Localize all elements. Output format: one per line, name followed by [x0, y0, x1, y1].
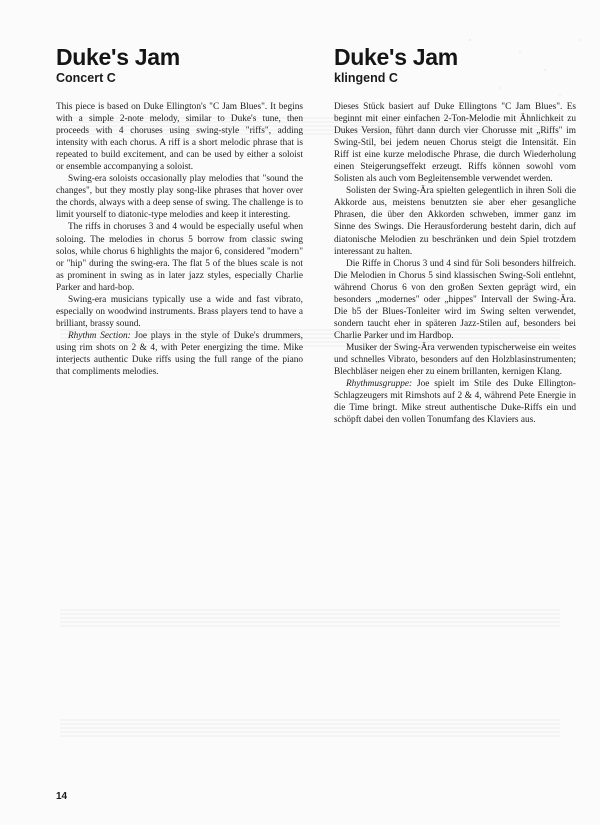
- right-subtitle: klingend C: [334, 71, 398, 85]
- left-column-english: [56, 44, 303, 378]
- paragraph-text: Joe spielt im Stile des Duke Ellington-Schlagzeugers mit Rimshots auf 2 & 4, während Pete Energie in die Time bringt. Mike streut authentische Duke-Riffs ein und schöpft dabei den vollen Tonumfang des Klaviers aus.: [334, 379, 576, 426]
- paragraph-text: Joe plays in the style of Duke's drummers, using rim shots on 2 & 4, with Peter energizing the time. Mike interjects authentic Duke riffs using the full range of the piano that compliments melodies.: [56, 330, 303, 378]
- left-paragraph-3: [56, 221, 303, 293]
- paragraph-text: Musiker der Swing-Ära verwenden typischerweise ein weites und schnelles Vibrato, besonders auf den Holzblasinstrumenten; Blechbläser neigen eher zu einem brillanten, kernigen Klang.: [334, 342, 576, 378]
- right-paragraph-3: [334, 258, 576, 342]
- left-paragraph-5: [56, 330, 303, 378]
- left-paragraph-4: [56, 294, 303, 330]
- left-subtitle: Concert C: [56, 71, 116, 85]
- paragraph-text: Solisten der Swing-Ära spielten gelegentlich in ihren Soli die Akkorde aus, meistens benutzten sie aber eher gesangliche Phrasen, die über den Akkorden schweben, immer ganz im Sinne des Swings. Die Herausforderung besteht darin, dich auf diatonische Melodien zu beschränken und dein Spiel trotzdem interessant zu halten.: [334, 186, 576, 257]
- right-column-german: [334, 44, 576, 426]
- left-paragraph-1: [56, 101, 303, 173]
- right-paragraph-1: [334, 101, 576, 185]
- right-title: Duke's Jam: [334, 44, 458, 70]
- left-title: Duke's Jam: [56, 44, 180, 70]
- paragraph-lead: Rhythm Section:: [68, 330, 131, 341]
- left-paragraph-2: [56, 173, 303, 221]
- paragraph-text: This piece is based on Duke Ellington's "C Jam Blues". It begins with a simple 2-note melody, similar to Duke's tune, then proceeds with 4 choruses using swing-style "riffs", adding intensity with each chorus. A riff is a short melodic phrase that is repeated to build excitement, and can be used by either a soloist or ensemble accompanying a soloist.: [56, 102, 303, 173]
- paragraph-text: Swing-era soloists occasionally play melodies that "sound the changes", but they mostly play song-like phrases that hover over the chords, always with a deep sense of swing. The challenge is to limit yourself to diatonic-type melodies and keep it interesting.: [56, 174, 303, 221]
- paragraph-text: The riffs in choruses 3 and 4 would be especially useful when soloing. The melodies in chorus 5 borrow from classic swing solos, while chorus 6 highlights the major 6, considered "modern" or "hip" during the swing-era. The flat 5 of the blues scale is not as prominent in swing as in later jazz styles, especially Charlie Parker and hard-bop.: [56, 222, 303, 293]
- paragraph-lead: Rhythmusgruppe:: [346, 379, 413, 390]
- right-paragraph-5: [334, 378, 576, 426]
- paragraph-text: Die Riffe in Chorus 3 und 4 sind für Soli besonders hilfreich. Die Melodien in Chorus 5 sind klassischen Swing-Soli entlehnt, während Chorus 6 von den großen Sexten geprägt wird, ein besonders „modernes" oder „hippes" Intervall der Swing-Ära. Die b5 der Blues-Tonleiter wird im Swing selten verwendet, sondern taucht eher in späteren Jazz-Stilen auf, besonders bei Charlie Parker und im Hardbop.: [334, 258, 576, 341]
- page-number: 14: [56, 791, 68, 802]
- right-paragraph-2: [334, 185, 576, 257]
- paragraph-text: Swing-era musicians typically use a wide and fast vibrato, especially on woodwind instruments. Brass players tend to have a brilliant, brassy sound.: [56, 294, 303, 329]
- right-paragraph-4: [334, 342, 576, 378]
- paragraph-text: Dieses Stück basiert auf Duke Ellingtons "C Jam Blues". Es beginnt mit einer einfachen 2-Ton-Melodie mit Ähnlichkeit zu Dukes Version, führt dann durch vier Chorusse mit „Riffs" im Swing-Stil, bei jedem neuen Chorus steigt die Intensität. Ein Riff ist eine kurze melodische Phrase, die durch Wiederholung einen Steigerungseffekt erzeugt. Riffs können sowohl vom Solisten als auch vom Begleitensemble verwendet werden.: [334, 102, 576, 185]
